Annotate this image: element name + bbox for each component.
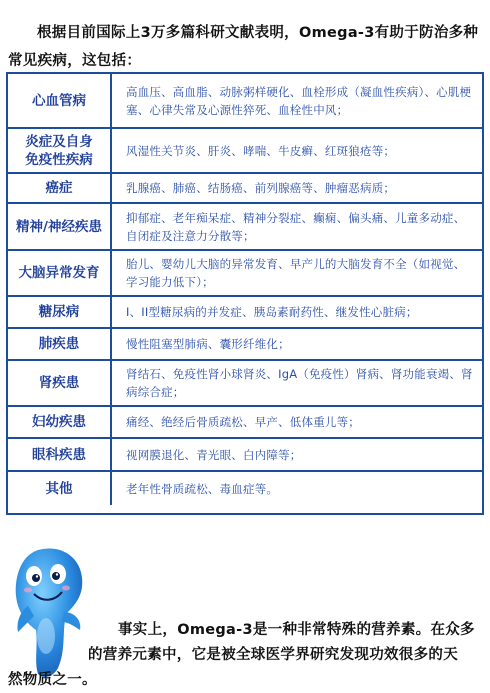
description-cell: 高血压、高血脂、动脉粥样硬化、血栓形成（凝血性疾病）、心肌梗塞、心律失常及心源性猝死、血栓性中风；	[111, 74, 482, 128]
description-cell: 视网膜退化、青光眼、白内障等；	[111, 438, 482, 471]
category-cell: 妇幼疾患	[8, 406, 111, 438]
closing-line: 然物质之一。	[8, 672, 97, 688]
disease-table	[6, 72, 484, 515]
category-cell: 精神/神经疾患	[8, 203, 111, 250]
table-row	[8, 203, 482, 250]
closing-line: 的营养元素中，它是被全球医学界研究发现功效很多的天	[88, 647, 458, 663]
category-cell: 其他	[8, 471, 111, 505]
description-cell: 乳腺癌、肺癌、结肠癌、前列腺癌等、肿瘤恶病质；	[111, 173, 482, 203]
intro-paragraph: 根据目前国际上3万多篇科研文献表明，Omega-3有助于防治多种常见疾病，这包括：	[8, 24, 479, 69]
description-cell: 痛经、绝经后骨质疏松、早产、低体重儿等；	[111, 406, 482, 438]
table-row	[8, 250, 482, 296]
category-cell: 心血管病	[8, 74, 111, 128]
description-cell: 风湿性关节炎、肝炎、哮喘、牛皮癣、红斑狼疮等；	[111, 128, 482, 173]
description-cell: 抑郁症、老年痴呆症、精神分裂症、癫痫、偏头痛、儿童多动症、自闭症及注意力分散等；	[111, 203, 482, 250]
closing-paragraph	[8, 618, 486, 693]
category-cell: 肺疾患	[8, 328, 111, 360]
category-cell: 糖尿病	[8, 296, 111, 328]
table-row	[8, 296, 482, 328]
category-cell: 炎症及自身免疫性疾病	[8, 128, 111, 173]
table-row	[8, 471, 482, 505]
category-cell: 癌症	[8, 173, 111, 203]
category-cell: 大脑异常发育	[8, 250, 111, 296]
category-cell: 肾疾患	[8, 360, 111, 406]
description-cell: 肾结石、免疫性肾小球肾炎、IgA（免疫性）肾病、肾功能衰竭、肾病综合症；	[111, 360, 482, 406]
description-cell: I、II型糖尿病的并发症、胰岛素耐药性、继发性心脏病；	[111, 296, 482, 328]
table-row	[8, 128, 482, 173]
description-cell: 慢性阻塞型肺病、囊形纤维化；	[111, 328, 482, 360]
table-row	[8, 360, 482, 406]
description-cell: 胎儿、婴幼儿大脑的异常发育、早产儿的大脑发育不全（如视觉、学习能力低下）；	[111, 250, 482, 296]
table-row	[8, 328, 482, 360]
closing-line: 事实上，Omega-3是一种非常特殊的营养素。在众多	[118, 622, 475, 638]
category-cell: 眼科疾患	[8, 438, 111, 471]
description-cell: 老年性骨质疏松、毒血症等。	[126, 481, 279, 496]
table-row	[8, 406, 482, 438]
table-row	[8, 438, 482, 471]
table-row	[8, 173, 482, 203]
table-row	[8, 74, 482, 128]
